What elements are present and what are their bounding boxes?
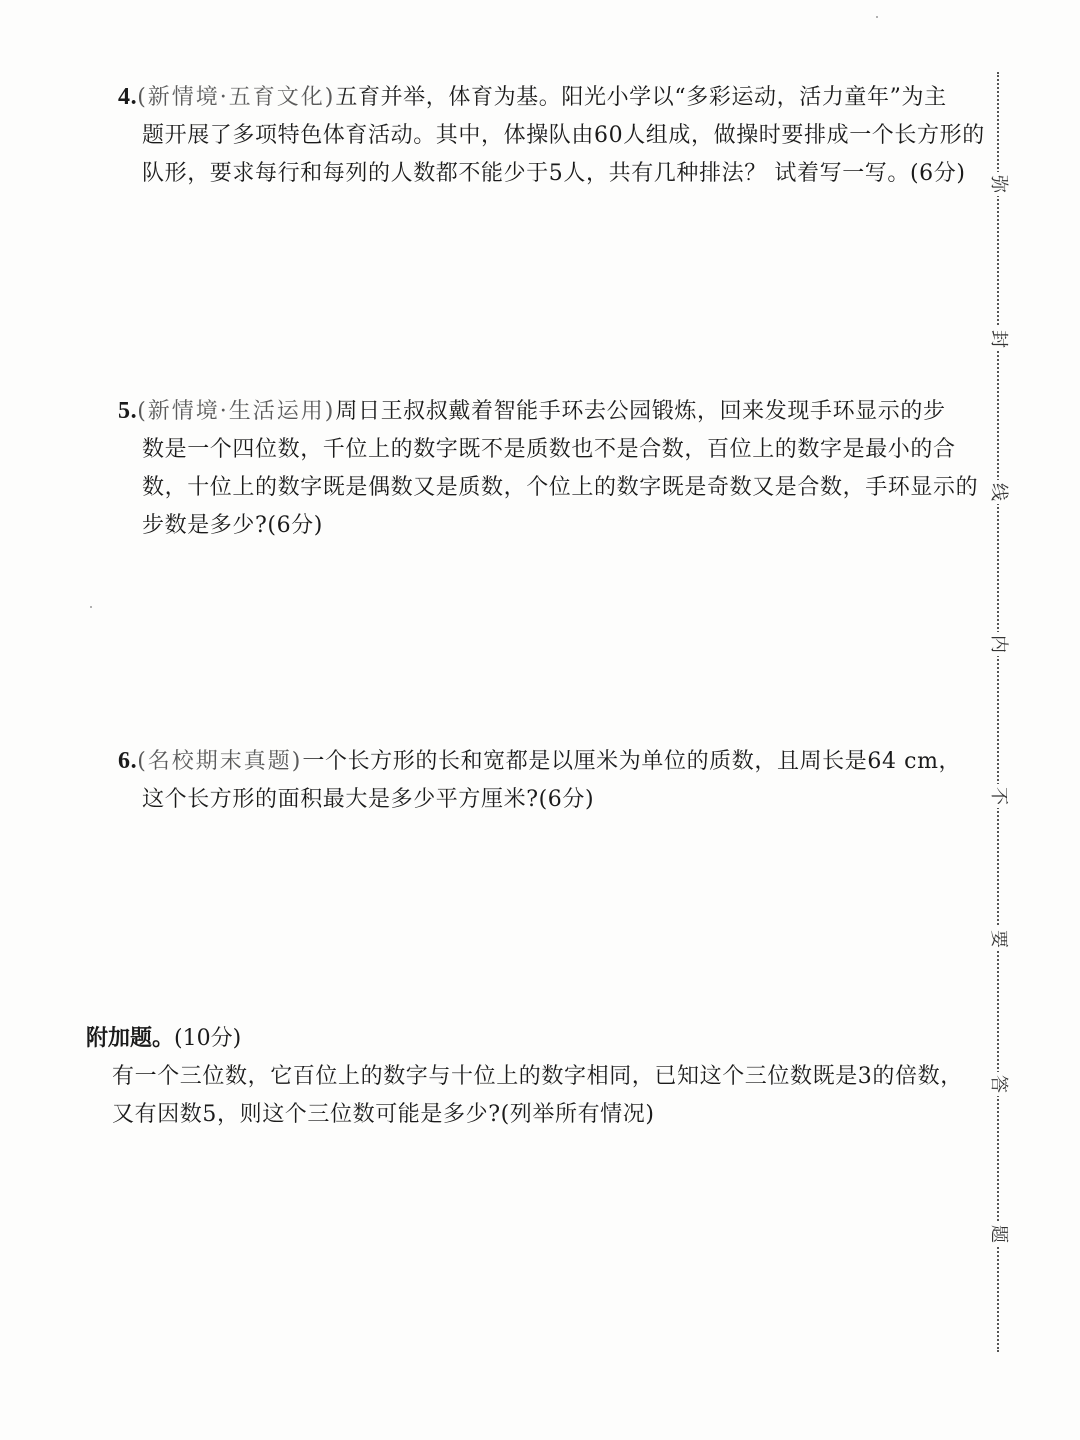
binding-char-8: 题 xyxy=(986,1222,1010,1246)
binding-line xyxy=(983,72,1013,1352)
bonus-text-1: 有一个三位数，它百位上的数字与十位上的数字相同，已知这个三位数既是3的倍数， xyxy=(112,1064,963,1089)
bonus-text-2: 又有因数5，则这个三位数可能是多少?(列举所有情况) xyxy=(112,1102,655,1127)
problem-5 xyxy=(118,392,978,545)
problem-4-text-3: 队形，要求每行和每列的人数都不能少于5人，共有几种排法？ 试着写一写。(6分) xyxy=(142,161,966,186)
problem-6-number: 6. xyxy=(118,748,138,774)
binding-char-3: 线 xyxy=(986,480,1010,504)
bonus-question xyxy=(86,1020,963,1134)
problem-4 xyxy=(118,78,985,193)
binding-char-7: 答 xyxy=(986,1072,1010,1096)
problem-6-text-1: 一个长方形的长和宽都是以厘米为单位的质数，且周长是64 cm， xyxy=(302,749,962,774)
binding-dotted-line xyxy=(997,72,999,1352)
problem-6-tag: (名校期末真题) xyxy=(137,749,303,774)
binding-char-1: 弥 xyxy=(986,172,1010,196)
problem-5-text-3: 数，十位上的数字既是偶数又是质数，个位上的数字既是奇数又是合数，手环显示的 xyxy=(142,475,979,500)
bonus-points: (10分) xyxy=(174,1026,242,1051)
problem-6-line-1 xyxy=(118,742,961,781)
binding-char-5: 不 xyxy=(986,784,1010,808)
binding-char-2: 封 xyxy=(986,327,1010,351)
binding-char-6: 要 xyxy=(986,927,1010,951)
problem-5-text-4: 步数是多少?(6分) xyxy=(142,513,323,538)
problem-5-number: 5. xyxy=(118,398,138,424)
bonus-heading xyxy=(86,1020,963,1058)
problem-6-text-2: 这个长方形的面积最大是多少平方厘米?(6分) xyxy=(142,787,595,812)
problem-4-text-2: 题开展了多项特色体育活动。其中，体操队由60人组成，做操时要排成一个长方形的 xyxy=(142,123,985,148)
problem-5-tag: (新情境·生活运用) xyxy=(137,399,336,424)
problem-5-text-2: 数是一个四位数，千位上的数字既不是质数也不是合数，百位上的数字是最小的合 xyxy=(142,437,956,462)
problem-4-tag: (新情境·五育文化) xyxy=(137,85,336,110)
problem-6 xyxy=(118,742,961,819)
bonus-title: 附加题。 xyxy=(86,1026,175,1051)
scan-speck xyxy=(876,16,878,18)
problem-4-number: 4. xyxy=(118,84,138,110)
problem-4-text-1: 五育并举，体育为基。阳光小学以“多彩运动，活力童年”为主 xyxy=(335,85,947,110)
problem-5-line-1 xyxy=(118,392,978,431)
problem-4-line-1 xyxy=(118,78,985,117)
scan-speck xyxy=(90,606,92,608)
binding-char-4: 内 xyxy=(986,632,1010,656)
problem-5-text-1: 周日王叔叔戴着智能手环去公园锻炼，回来发现手环显示的步 xyxy=(335,399,946,424)
